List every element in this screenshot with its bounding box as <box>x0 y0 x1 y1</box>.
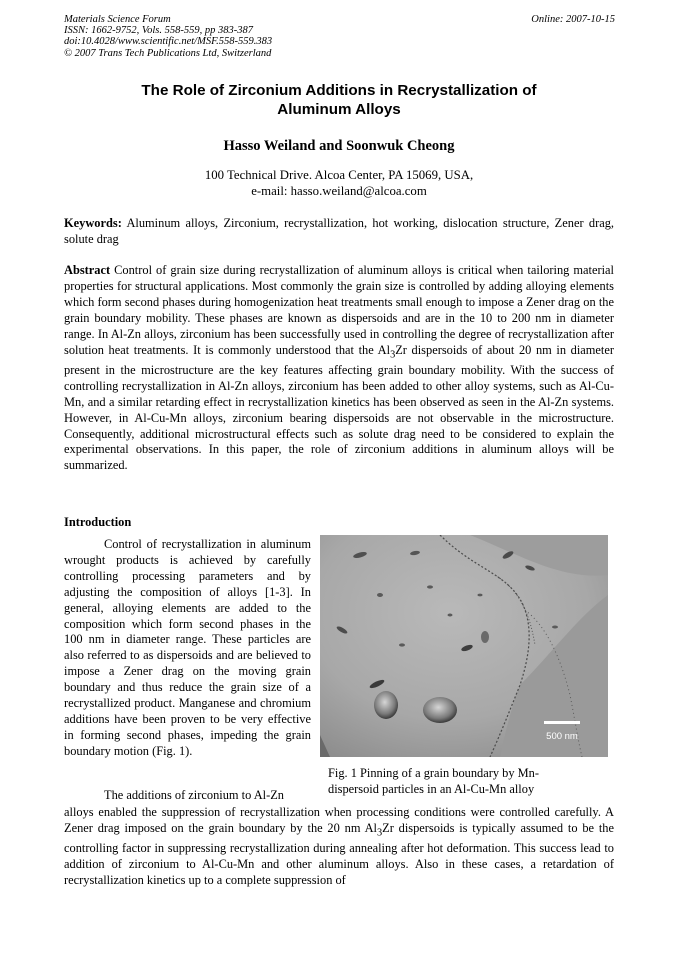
running-header <box>64 14 272 59</box>
abstract-label: Abstract <box>64 263 111 277</box>
affiliation <box>64 168 614 199</box>
figure-1-caption: Fig. 1 Pinning of a grain boundary by Mn-dispersoid particles in an Al-Cu-Mn alloy <box>328 766 539 796</box>
title-line-1: The Role of Zirconium Additions in Recrystallization of <box>141 82 537 99</box>
abstract-subscript: 3 <box>390 349 396 360</box>
figure-1-micrograph <box>320 535 608 757</box>
scale-bar-label: 500 nm <box>546 731 578 742</box>
affiliation-address: 100 Technical Drive. Alcoa Center, PA 15069, USA, <box>204 168 474 182</box>
authors: Hasso Weiland and Soonwuk Cheong <box>223 138 455 154</box>
issn-line: ISSN: 1662-9752, Vols. 558-559, pp 383-387 <box>64 25 253 37</box>
intro-subscript: 3 <box>376 827 383 839</box>
intro-paragraph-1: Control of recrystallization in aluminum wrought products is achieved by carefully controlling processing parameters and by adjusting the composition of alloys [1-3]. In general, alloying elements are added to the composition which form second phases in the 100 nm in diameter range. These particles are also referred to as dispersoids and are believed to impose a Zener drag on the moving grain boundary and thus reduce the grain size of a recrystallized product. Manganese and chromium additions have been proven to be very effective in forming second phases, impeding the grain boundary motion (Fig. 1). <box>64 537 311 758</box>
section-heading-introduction: Introduction <box>64 515 132 529</box>
intro-text-a: alloys enabled the suppression of recrystallization when processing conditions were controlled carefully. A Zener drag imposed on the grain boundary by the 20 nm Al <box>64 805 614 835</box>
scale-bar <box>544 721 580 724</box>
online-date: Online: 2007-10-15 <box>531 14 615 25</box>
abstract-paragraph <box>64 263 614 474</box>
abstract-text-2: Zr dispersoids of about 20 nm in diameter present in the microstructure are the key features affecting grain boundary mobility. With the success of controlling recrystallization in Al-Zn alloys, zirconium has been added to other alloy systems, such as Al-Cu-Mn, and a similar retarding effect in recrystallization kinetics has been observed as seen in the Al-Zn systems. However, in Al-Cu-Mn alloys, zirconium bearing dispersoids are not observable in the microstructure. Consequently, additional microstructural effects such as solute drag need to be considered to explain the experimental observations. In this paper, the role of zirconium additions in aluminum alloys will be summarized. <box>64 342 614 473</box>
intro-paragraph-2-continued <box>64 805 614 889</box>
abstract-text-1: Control of grain size during recrystallization of aluminum alloys is critical when tailoring material properties for structural applications. Most commonly the grain size is controlled by adding alloying elements which form second phases during homogenization heat treatments small enough to impose a Zener drag on the grain boundary mobility. These phases are known as dispersoids and are in the 10 to 200 nm in diameter range. In Al-Zn alloys, zirconium has been successfully used in controlling the degree of recrystallization after solution heat treatments. It is commonly understood that the Al <box>64 263 614 357</box>
affiliation-email: e-mail: hasso.weiland@alcoa.com <box>251 183 427 198</box>
copyright-line: © 2007 Trans Tech Publications Ltd, Switzerland <box>64 47 272 59</box>
keywords-text: Aluminum alloys, Zirconium, recrystallization, hot working, dislocation structure, Zener drag, solute drag <box>64 216 614 246</box>
journal-name: Materials Science Forum <box>64 14 171 25</box>
paper-title <box>64 82 614 119</box>
keywords-paragraph <box>64 216 614 248</box>
keywords-label: Keywords: <box>64 216 122 230</box>
intro-paragraph-2-start: The additions of zirconium to Al-Zn <box>104 788 284 802</box>
doi-line: doi:10.4028/www.scientific.net/MSF.558-559.383 <box>64 36 273 48</box>
micrograph-image <box>320 535 608 757</box>
title-line-2: Aluminum Alloys <box>277 100 401 118</box>
intro-text-b: Zr dispersoids is typically assumed to be the controlling factor in suppressing recrystallization during annealing after hot deformation. This success lead to addition of zirconium to Al-Cu-Mn and other aluminum alloys. Also in these cases, a retardation of recrystallization kinetics up to a complete suppression of <box>64 820 614 888</box>
intro-column-text <box>64 537 311 802</box>
